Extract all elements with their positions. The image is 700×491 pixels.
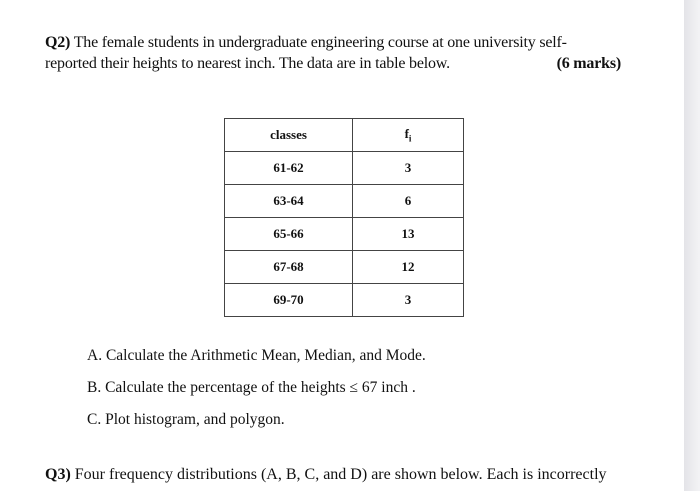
table-row: 63-64 6 <box>225 185 464 218</box>
frequency-table <box>224 118 464 317</box>
table-row: 67-68 12 <box>225 251 464 284</box>
task-b: B. Calculate the percentage of the heights ≤ 67 inch . <box>87 379 416 396</box>
header-classes: classes <box>225 119 353 152</box>
header-frequency: $f_i$ <box>353 119 464 152</box>
marks-label: (6 marks) <box>556 55 621 72</box>
question-2-line-2: reported their heights to nearest inch. The data are in table below. (6 marks) <box>45 55 621 72</box>
page-edge <box>684 0 700 491</box>
table-row: 61-62 3 <box>225 152 464 185</box>
table-row: 69-70 3 <box>225 284 464 317</box>
table-header-row <box>225 119 464 152</box>
task-list <box>87 346 426 442</box>
question-3: Q3) Four frequency distributions (A, B, C, and D) are shown below. Each is incorrectly <box>45 466 607 483</box>
question-2 <box>45 32 631 74</box>
question-2-line-1: Q2) The female students in undergraduate engineering course at one university self- <box>45 34 567 51</box>
question-label: Q2) <box>45 34 71 51</box>
task-a: A. Calculate the Arithmetic Mean, Median, and Mode. <box>87 347 426 364</box>
table-row: 65-66 13 <box>225 218 464 251</box>
task-c: C. Plot histogram, and polygon. <box>87 411 285 428</box>
